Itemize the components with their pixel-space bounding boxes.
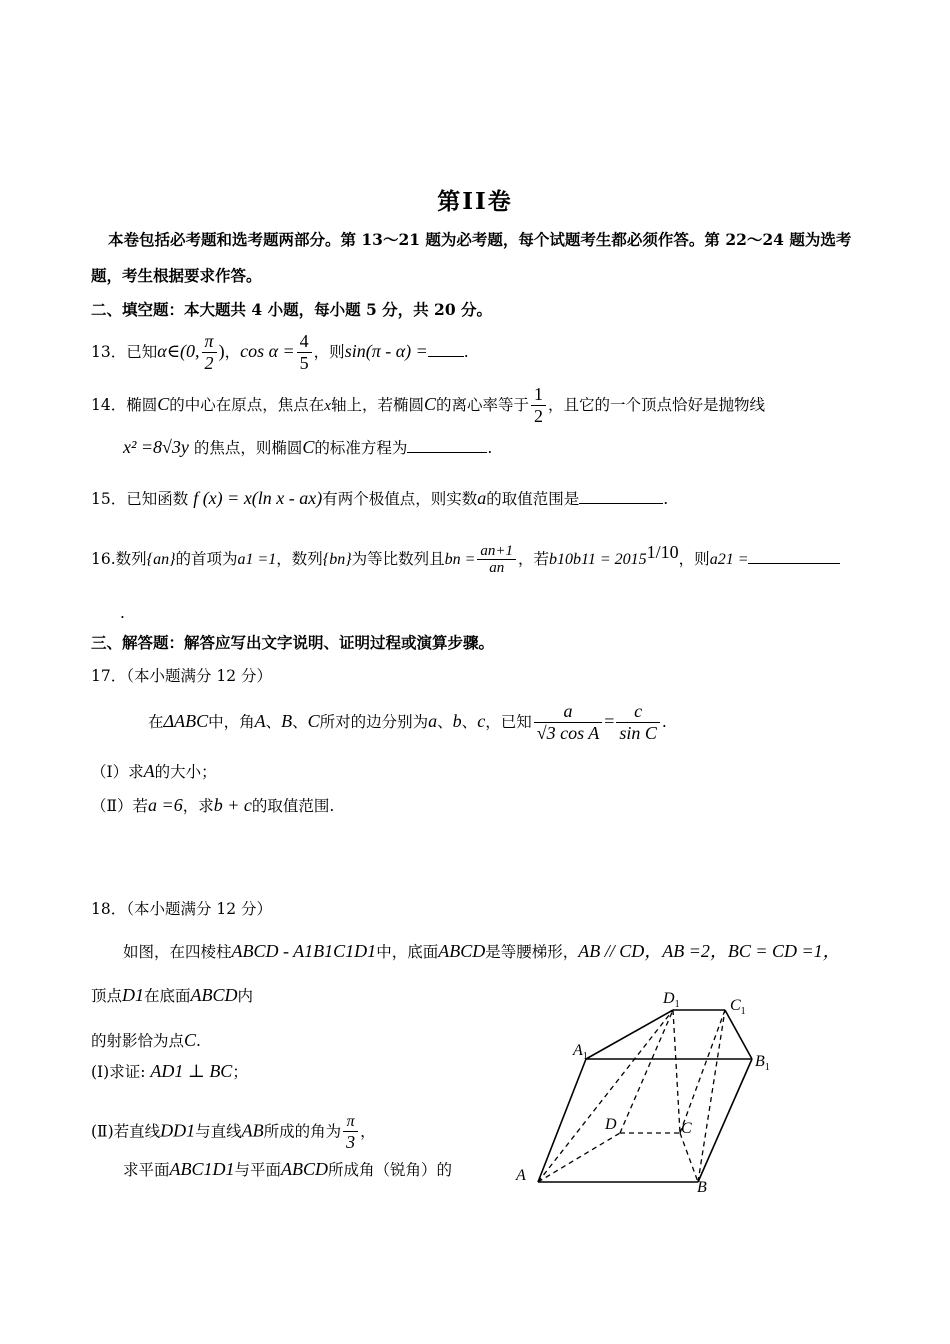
- question-17-header: [91, 664, 272, 686]
- q13-text-4: .: [463, 342, 469, 361]
- q16-frac-num: an+1: [477, 543, 516, 561]
- question-17-body: [148, 702, 667, 743]
- q18-p2-text-2: 与直线: [195, 1122, 242, 1141]
- label-b1: $B_1$: [755, 1053, 770, 1074]
- q17-p1-a: A: [143, 761, 155, 781]
- question-18-header: [91, 897, 272, 919]
- q16-text-4: 为等比数列且: [351, 550, 445, 569]
- label-b: B: [697, 1179, 707, 1196]
- label-c: C: [681, 1120, 692, 1137]
- q18-text-1: 如图，在四棱柱: [123, 943, 232, 961]
- q18-part-1: [91, 1060, 248, 1082]
- q17-text-4: ，已知: [485, 712, 532, 731]
- edge-bc1: [698, 1010, 725, 1182]
- prism-figure: [500, 985, 800, 1200]
- q16-exponent: 1/10: [646, 542, 679, 562]
- edge-cb: [680, 1133, 698, 1182]
- q16-bn: bn =: [444, 551, 476, 569]
- label-d: D: [605, 1116, 617, 1133]
- q18-text-3: 是等腰梯形，: [485, 943, 579, 961]
- q15-text-2: 有两个极值点，则实数: [322, 490, 478, 508]
- q17-angle-b: B: [281, 710, 293, 731]
- section-2-heading: 二、填空题：本大题共 4 小题，每小题 5 分，共 20 分。: [91, 300, 493, 319]
- q18-text-8: .: [196, 1032, 201, 1050]
- q18-p2-text: (Ⅱ)若直线: [91, 1122, 161, 1141]
- q16-seq-a: {an}: [146, 551, 176, 569]
- q18-p2-math: DD1: [160, 1120, 196, 1141]
- q14-fraction-1-2: [531, 385, 546, 426]
- q17-sep-1: 、: [265, 712, 282, 731]
- q18-p3-math-2: ABCD: [281, 1159, 329, 1179]
- q13-frac2-num: 4: [297, 332, 312, 353]
- q13-text-2: ，: [224, 342, 241, 361]
- q13-answer-blank[interactable]: [428, 356, 464, 357]
- q14-c-1: C: [157, 393, 170, 414]
- q18-p2-math-2: AB: [241, 1120, 264, 1141]
- q17-p2-text-2: ，求: [182, 797, 214, 815]
- question-18-body: [123, 937, 841, 963]
- q18-p3-text-2: 与平面: [234, 1161, 282, 1179]
- q14-text-7: 的标准方程为: [314, 439, 408, 457]
- q15-number: 15．: [91, 490, 127, 508]
- q17-fraction-2: [616, 702, 660, 743]
- q14-text-8: .: [487, 439, 493, 457]
- label-a1: $A_1$: [573, 1042, 588, 1063]
- q14-x: x: [324, 397, 331, 414]
- q18-text-4: 顶点: [91, 987, 123, 1005]
- label-a: A: [516, 1167, 526, 1184]
- q17-sep-2: 、: [292, 712, 308, 731]
- q18-text-7: 的射影恰为点: [91, 1032, 185, 1050]
- q16-text-2: 的首项为: [175, 550, 238, 569]
- q17-part-2: [91, 794, 334, 816]
- question-16: [91, 542, 840, 578]
- q16-fraction: [477, 543, 516, 578]
- q16-text-5: ，若: [518, 550, 550, 569]
- q15-function: f (x) = x(ln x - ax): [193, 488, 323, 508]
- question-13: [91, 332, 469, 373]
- q18-p2-text-4: ，: [360, 1122, 376, 1141]
- q17-side-b: b: [452, 710, 462, 731]
- q17-triangle: ΔABC: [163, 710, 209, 731]
- edge-a1a: [538, 1059, 586, 1182]
- q13-math-4: sin(π - α) =: [344, 340, 428, 361]
- q18-p2-text-3: 所成的角为: [263, 1122, 342, 1141]
- q17-side-a: a: [428, 710, 438, 731]
- q17-p2-text-3: 的取值范围.: [251, 797, 335, 815]
- q13-frac1-num: π: [202, 332, 217, 353]
- q17-p1-text-2: 的大小；: [154, 763, 217, 781]
- q17-f2-num: c: [616, 702, 660, 723]
- label-d1: $D_1$: [663, 990, 680, 1011]
- q14-number: 14．: [91, 395, 127, 414]
- q14-text-6: 的焦点，则椭圆: [193, 439, 303, 457]
- q14-text-1: 椭圆: [126, 395, 158, 414]
- q16-trailing-period: .: [120, 604, 125, 622]
- edge-b1b: [698, 1059, 752, 1182]
- q13-frac2-den: 5: [299, 352, 309, 373]
- q18-p1-math: AD1 ⊥ BC: [150, 1061, 233, 1081]
- q18-frac-num: π: [343, 1113, 358, 1132]
- q18-p3-math: ABC1D1: [169, 1159, 235, 1179]
- q13-fraction-pi-2: [202, 332, 217, 373]
- q18-base: ABCD: [438, 941, 486, 961]
- q16-frac-den: an: [489, 560, 505, 577]
- q18-part-2-line-2: [123, 1158, 452, 1180]
- q13-math-2: ): [218, 340, 225, 361]
- question-18-line-3: [91, 1029, 201, 1051]
- question-14: [91, 385, 765, 426]
- q16-a1: a1 =1: [237, 551, 277, 569]
- intro-line-2: 题，考生根据要求作答。: [91, 266, 262, 285]
- q17-angle-a: A: [254, 710, 266, 731]
- q17-equals: =: [604, 710, 615, 731]
- q17-p2-math-2: b + c: [213, 795, 252, 815]
- q17-f1-den: √3 cos A: [536, 722, 600, 743]
- q13-frac1-den: 2: [204, 352, 214, 373]
- q17-angle-c: C: [307, 710, 320, 731]
- q14-text-2: 的中心在原点，焦点在: [169, 395, 325, 414]
- q16-text-6: ，则: [678, 550, 710, 569]
- q15-text-4: .: [663, 490, 669, 508]
- edge-ad1: [538, 1010, 673, 1182]
- q18-text-5: 在底面: [144, 987, 191, 1005]
- q17-text-5: .: [661, 712, 667, 731]
- edge-d1c: [673, 1010, 680, 1133]
- q18-p3-text: 求平面: [123, 1161, 170, 1179]
- q14-parabola-equation: x² =8√3y: [123, 437, 189, 457]
- q16-text-1: 数列: [115, 550, 147, 569]
- q18-p3-text-3: 所成角（锐角）的: [328, 1161, 453, 1179]
- edge-cc1: [680, 1010, 725, 1133]
- page-title: 第II卷: [437, 188, 513, 215]
- section-3-heading: 三、解答题：解答应写出文字说明、证明过程或演算步骤。: [91, 633, 495, 652]
- q13-fraction-4-5: [297, 332, 312, 373]
- q15-text-3: 的取值范围是: [486, 490, 580, 508]
- q16-seq-b: {bn}: [322, 551, 352, 569]
- q14-text-3: 轴上，若椭圆: [330, 395, 424, 414]
- question-15: [91, 487, 668, 509]
- q15-answer-blank[interactable]: [579, 503, 663, 504]
- q18-c: C: [184, 1030, 197, 1050]
- edge-dd1: [620, 1010, 673, 1133]
- q18-frac-den: 3: [346, 1131, 356, 1152]
- q17-part-1: [91, 760, 217, 782]
- question-14-line-2: [123, 436, 492, 458]
- q17-text-1: 在: [148, 712, 164, 731]
- q16-answer-blank[interactable]: [748, 563, 840, 564]
- q18-d1: D1: [122, 985, 145, 1005]
- q17-text-2: 中，角: [208, 712, 255, 731]
- edge-d1a1: [586, 1010, 673, 1059]
- q13-math-3: cos α =: [240, 340, 295, 361]
- edge-c1b1: [725, 1010, 752, 1059]
- q13-text-3: ，则: [313, 342, 345, 361]
- q18-text-6: 内: [237, 987, 254, 1005]
- q17-f2-den: sin C: [619, 722, 657, 743]
- q14-answer-blank[interactable]: [407, 452, 487, 453]
- q17-p2-math: a =6: [148, 795, 183, 815]
- q14-frac-num: 1: [531, 385, 546, 406]
- q18-prism: ABCD - A1B1C1D1: [231, 941, 377, 961]
- label-c1: $C_1$: [730, 997, 746, 1018]
- q17-side-c: c: [477, 710, 486, 731]
- q18-base-2: ABCD: [190, 985, 238, 1005]
- q17-sep-3: 、: [437, 712, 453, 731]
- q15-text-1: 已知函数: [126, 490, 189, 508]
- q17-number: 17．: [91, 667, 127, 685]
- q18-p1-text: (Ⅰ)求证:: [91, 1063, 146, 1081]
- q14-frac-den: 2: [534, 405, 543, 426]
- q18-part-2: [91, 1113, 376, 1152]
- q17-fraction-1: [534, 702, 603, 743]
- q18-text-2: 中，底面: [376, 943, 439, 961]
- q18-number: 18．: [91, 900, 127, 918]
- q17-f1-num: a: [534, 702, 603, 723]
- q18-fraction-pi-3: [343, 1113, 358, 1152]
- q17-score: （本小题满分 12 分）: [126, 667, 273, 685]
- q13-text-1: 已知: [126, 342, 158, 361]
- edge-ad: [538, 1133, 620, 1182]
- q16-a21: a21 =: [709, 551, 749, 569]
- q13-number: 13．: [91, 342, 127, 361]
- q15-a: a: [477, 488, 487, 508]
- q17-p1-text: （Ⅰ）求: [91, 763, 144, 781]
- q16-text-3: ，数列: [276, 550, 323, 569]
- q18-p1-text-2: ；: [232, 1063, 248, 1081]
- q14-text-5: ，且它的一个顶点恰好是抛物线: [548, 395, 766, 414]
- question-18-line-2: [91, 984, 253, 1006]
- q17-text-3: 所对的边分别为: [319, 712, 429, 731]
- intro-line-1: 本卷包括必考题和选考题两部分。第 13～21 题为必考题，每个试题考生都必须作答。第 22～24 题为选考: [108, 230, 852, 249]
- q16-b-product: b10b11 = 2015: [549, 551, 647, 569]
- q14-c-3: C: [302, 437, 315, 457]
- q17-sep-4: 、: [461, 712, 478, 731]
- q17-p2-text: （Ⅱ）若: [91, 797, 149, 815]
- q16-number: 16.: [91, 550, 116, 569]
- q13-math-1: α∈(0,: [157, 340, 200, 361]
- q18-conditions: AB // CD，AB =2，BC = CD =1，: [578, 941, 841, 961]
- q18-score: （本小题满分 12 分）: [126, 900, 273, 918]
- q14-c-2: C: [423, 393, 436, 414]
- q14-text-4: 的离心率等于: [435, 395, 529, 414]
